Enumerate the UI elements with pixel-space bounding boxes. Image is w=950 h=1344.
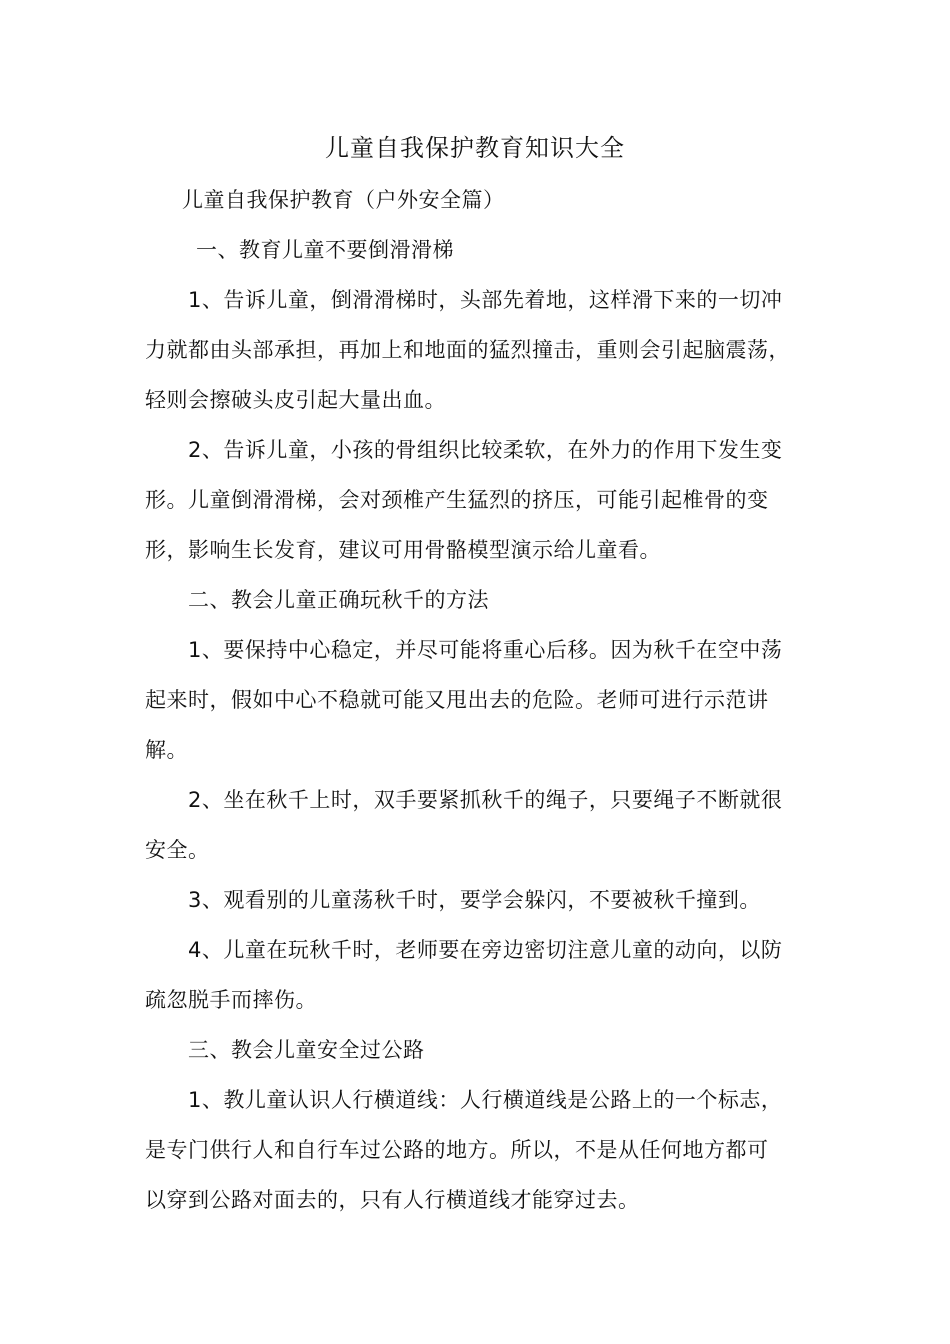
heading-road: 三、教会儿童安全过公路 [188,1038,425,1062]
paragraph-line: 安全。 [145,838,210,862]
paragraph-line: 3、观看别的儿童荡秋千时，要学会躲闪，不要被秋千撞到。 [188,888,761,912]
paragraph-line: 疏忽脱手而摔伤。 [145,988,317,1012]
paragraph-line: 2、告诉儿童，小孩的骨组织比较柔软，在外力的作用下发生变 [188,438,783,462]
paragraph-line: 解。 [145,738,188,762]
paragraph-line: 4、儿童在玩秋千时，老师要在旁边密切注意儿童的动向，以防 [188,938,783,962]
paragraph-line: 形。儿童倒滑滑梯，会对颈椎产生猛烈的挤压，可能引起椎骨的变 [145,488,769,512]
paragraph-line: 力就都由头部承担，再加上和地面的猛烈撞击，重则会引起脑震荡， [145,338,790,362]
section-subtitle: 儿童自我保护教育（户外安全篇） [182,188,505,212]
paragraph-line: 2、坐在秋千上时，双手要紧抓秋千的绳子，只要绳子不断就很 [188,788,783,812]
paragraph-line: 轻则会擦破头皮引起大量出血。 [145,388,446,412]
paragraph-line: 1、教儿童认识人行横道线：人行横道线是公路上的一个标志， [188,1088,783,1112]
paragraph-line: 以穿到公路对面去的，只有人行横道线才能穿过去。 [145,1188,640,1212]
paragraph-line: 形，影响生长发育，建议可用骨骼模型演示给儿童看。 [145,538,661,562]
heading-swing: 二、教会儿童正确玩秋千的方法 [188,588,489,612]
heading-slide: 一、教育儿童不要倒滑滑梯 [196,238,454,262]
paragraph-line: 起来时，假如中心不稳就可能又甩出去的危险。老师可进行示范讲 [145,688,769,712]
paragraph-line: 1、告诉儿童，倒滑滑梯时，头部先着地，这样滑下来的一切冲 [188,288,783,312]
paragraph-line: 是专门供行人和自行车过公路的地方。所以，不是从任何地方都可 [145,1138,769,1162]
document-title: 儿童自我保护教育知识大全 [325,134,625,162]
paragraph-line: 1、要保持中心稳定，并尽可能将重心后移。因为秋千在空中荡 [188,638,783,662]
